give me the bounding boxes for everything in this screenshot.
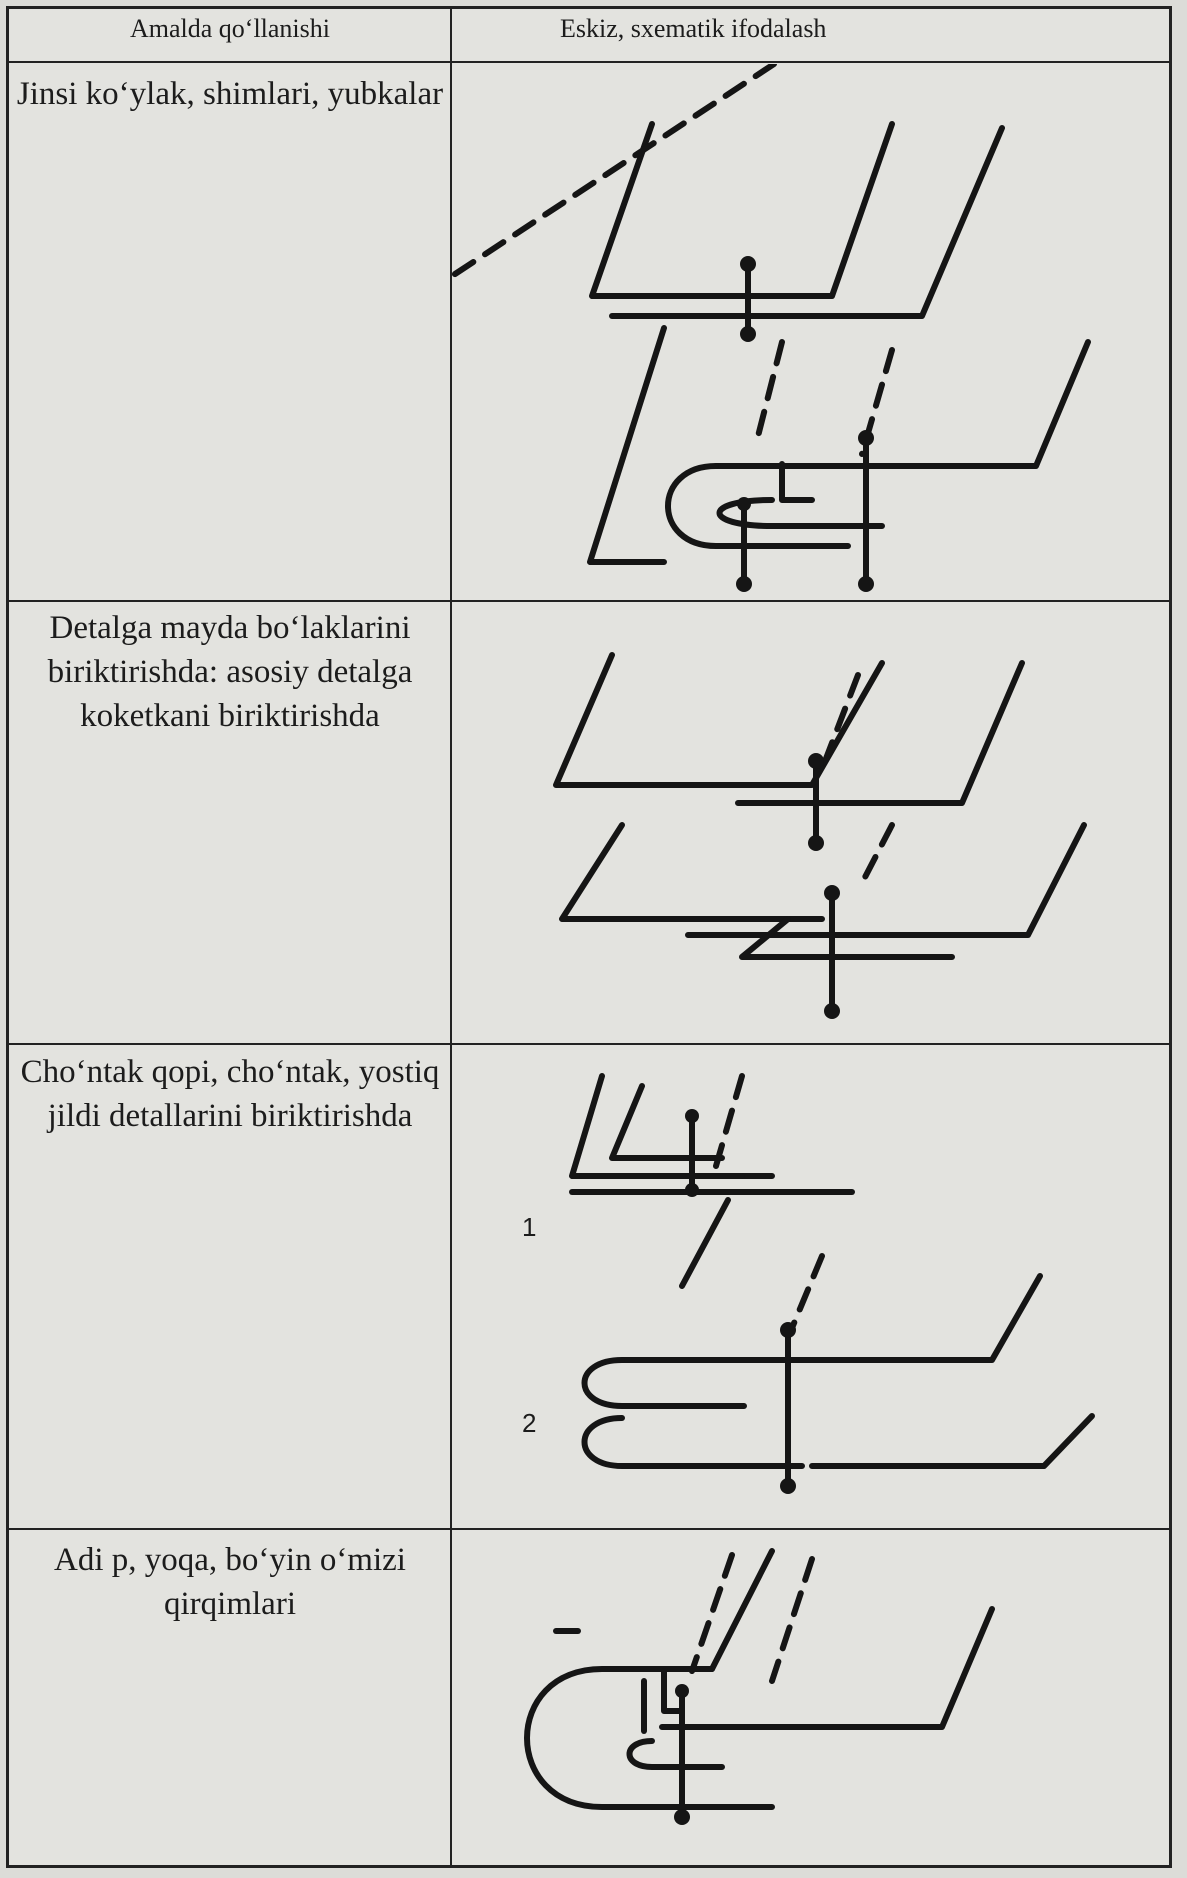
row-3-usage: Cho‘ntak qopi, cho‘ntak, yostiq jildi detallarini biriktirishda	[20, 1054, 440, 1134]
row-divider-1	[6, 600, 1172, 602]
sketch-row-2	[452, 603, 1168, 1041]
row-2-usage: Detalga mayda bo‘laklarini biriktirishda: asosiy detalga koketkani biriktirishda	[47, 610, 413, 734]
header-sketch: Eskiz, sxematik ifodalash	[560, 14, 827, 43]
sketch-label-1: 1	[522, 1212, 537, 1242]
sketch-row-1	[452, 64, 1168, 598]
row-divider-3	[6, 1528, 1172, 1530]
header-usage: Amalda qo‘llanishi	[129, 14, 330, 43]
sketch-row-4	[452, 1531, 1168, 1865]
sketch-label-2: 2	[522, 1408, 537, 1438]
row-4-usage: Adi p, yoqa, bo‘yin o‘mizi qirqimlari	[54, 1542, 406, 1622]
header-divider	[6, 61, 1172, 63]
sketch-row-3	[452, 1046, 1168, 1526]
row-1-usage: Jinsi ko‘ylak, shimlari, yubkalar	[16, 76, 444, 112]
row-divider-2	[6, 1043, 1172, 1045]
